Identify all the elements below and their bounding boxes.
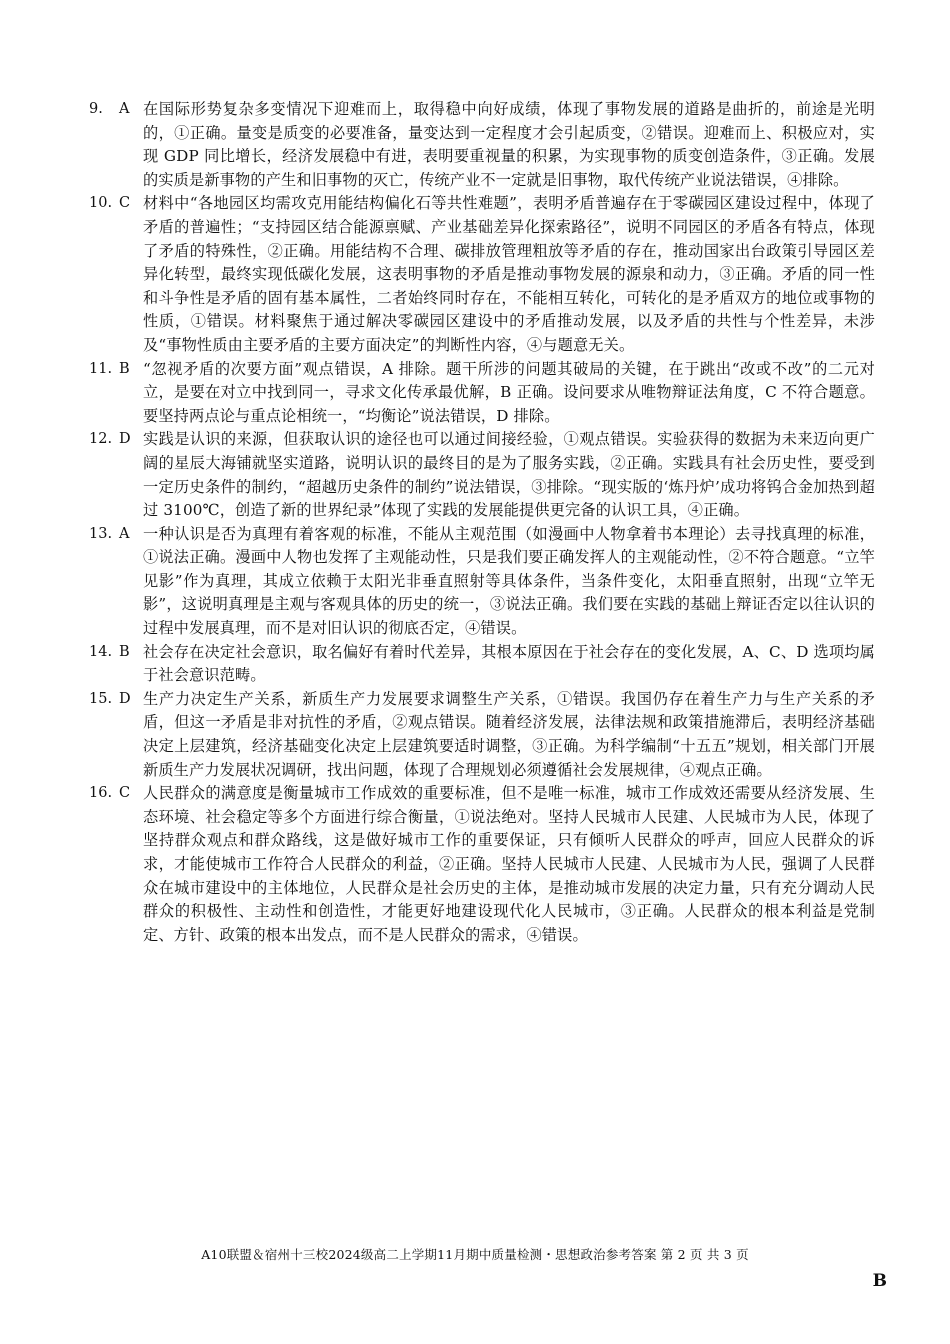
answer-item-11 bbox=[89, 358, 875, 429]
answer-letter: C bbox=[119, 195, 131, 212]
answer-item-15 bbox=[89, 688, 875, 782]
answer-explanation: 生产力决定生产关系，新质生产力发展要求调整生产关系，①错误。我国仍存在着生产力与生产关系的矛盾，但这一矛盾是非对抗性的矛盾，②观点错误。随着经济发展，法律法规和政策措施滞后，表明经济基础决定上层建筑，经济基础变化决定上层建筑要适时调整，③正确。为科学编制“十五五”规划，相关部门开展新质生产力发展状况调研，找出问题，体现了合理规划必须遵循社会发展规律，④观点正确。 bbox=[143, 689, 875, 779]
question-number: 12. bbox=[89, 431, 113, 448]
answer-letter: D bbox=[119, 431, 131, 448]
question-number: 10. bbox=[89, 195, 113, 212]
question-number: 11. bbox=[89, 360, 113, 377]
question-number: 15. bbox=[89, 690, 113, 707]
answer-explanation: “忽视矛盾的次要方面”观点错误，A 排除。题干所涉的问题其破局的关键，在于跳出“改或不改”的二元对立，是要在对立中找到同一，寻求文化传承最优解，B 正确。设问要求从唯物辩证法角度，C 不符合题意。要坚持两点论与重点论相统一，“均衡论”说法错误，D 排除。 bbox=[143, 359, 875, 425]
answer-letter: B bbox=[119, 643, 130, 660]
answer-item-14 bbox=[89, 641, 875, 688]
answer-letter: D bbox=[119, 690, 131, 707]
answer-explanation: 材料中“各地园区均需攻克用能结构偏化石等共性难题”，表明矛盾普遍存在于零碳园区建设过程中，体现了矛盾的普遍性；“支持园区结合能源禀赋、产业基础差异化探索路径”，说明不同园区的矛盾各有特点，体现了矛盾的特殊性，②正确。用能结构不合理、碳排放管理粗放等矛盾的存在，推动国家出台政策引导园区差异化转型，最终实现低碳化发展，这表明事物的矛盾是推动事物发展的源泉和动力，③正确。矛盾的同一性和斗争性是矛盾的固有基本属性，二者始终同时存在，不能相互转化，可转化的是矛盾双方的地位或事物的性质，①错误。材料聚焦于通过解决零碳园区建设中的矛盾推动发展，以及矛盾的共性与个性差异，未涉及“事物性质由主要矛盾的主要方面决定”的判断性内容，④与题意无关。 bbox=[143, 194, 875, 354]
question-number: 9. bbox=[89, 101, 103, 117]
answer-letter: C bbox=[119, 785, 131, 802]
answer-explanation: 人民群众的满意度是衡量城市工作成效的重要标准，但不是唯一标准，城市工作成效还需要从经济发展、生态环境、社会稳定等多个方面进行综合衡量，①说法绝对。坚持人民城市人民建、人民城市为人民，体现了坚持群众观点和群众路线，这是做好城市工作的重要保证，只有倾听人民群众的呼声，回应人民群众的诉求，才能使城市工作符合人民群众的利益，②正确。坚持人民城市人民建、人民城市为人民，强调了人民群众在城市建设中的主体地位，人民群众是社会历史的主体，是推动城市发展的决定力量，只有充分调动人民群众的积极性、主动性和创造性，才能更好地建设现代化人民城市，③正确。人民群众的根本利益是党制定、方针、政策的根本出发点，而不是人民群众的需求，④错误。 bbox=[143, 784, 875, 944]
answer-item-13 bbox=[89, 523, 875, 641]
answer-letter: B bbox=[119, 360, 130, 377]
question-number: 16. bbox=[89, 785, 113, 802]
answer-item-9 bbox=[89, 98, 875, 192]
answer-letter: A bbox=[119, 101, 130, 117]
answer-explanation: 一种认识是否为真理有着客观的标准，不能从主观范围（如漫画中人物拿着书本理论）去寻找真理的标准，①说法正确。漫画中人物也发挥了主观能动性，只是我们要正确发挥人的主观能动性，②不符合题意。“立竿见影”作为真理，其成立依赖于太阳光非垂直照射等具体条件，当条件变化，太阳垂直照射，出现“立竿无影”，这说明真理是主观与客观具体的历史的统一，③说法正确。我们要在实践的基础上辩证否定以往认识的过程中发展真理，而不是对旧认识的彻底否定，④错误。 bbox=[143, 524, 875, 638]
answer-item-10 bbox=[89, 192, 875, 357]
answer-list bbox=[89, 98, 875, 947]
answer-item-12 bbox=[89, 428, 875, 522]
question-number: 14. bbox=[89, 643, 113, 660]
question-number: 13. bbox=[89, 525, 113, 542]
answer-explanation: 实践是认识的来源，但获取认识的途径也可以通过间接经验，①观点错误。实验获得的数据为未来迈向更广阔的星辰大海铺就坚实道路，说明认识的最终目的是为了服务实践，②正确。实践具有社会历史性，要受到一定历史条件的制约，“超越历史条件的制约”说法错误，③排除。“现实版的‘炼丹炉’成功将钨合金加热到超过 3100℃，创造了新的世界纪录”体现了实践的发展能提供更完备的认识工具，④正确。 bbox=[143, 430, 875, 520]
answer-explanation: 在国际形势复杂多变情况下迎难而上，取得稳中向好成绩，体现了事物发展的道路是曲折的，前途是光明的，①正确。量变是质变的必要准备，量变达到一定程度才会引起质变，②错误。迎难而上、积极应对，实现 GDP 同比增长，经济发展稳中有进，表明要重视量的积累，为实现事物的质变创造条件，③正确。发展的实质是新事物的产生和旧事物的灭亡，传统产业不一定就是旧事物，取代传统产业说法错误，④排除。 bbox=[143, 100, 875, 189]
answer-letter: A bbox=[119, 525, 130, 542]
version-mark: B bbox=[872, 1271, 887, 1291]
answer-item-16 bbox=[89, 782, 875, 947]
page-footer: A10联盟＆宿州十三校2024级高二上学期11月期中质量检测・思想政治参考答案 第 2 页 共 3 页 bbox=[201, 1247, 749, 1262]
answer-explanation: 社会存在决定社会意识，取名偏好有着时代差异，其根本原因在于社会存在的变化发展，A、C、D 选项均属于社会意识范畴。 bbox=[143, 642, 875, 685]
